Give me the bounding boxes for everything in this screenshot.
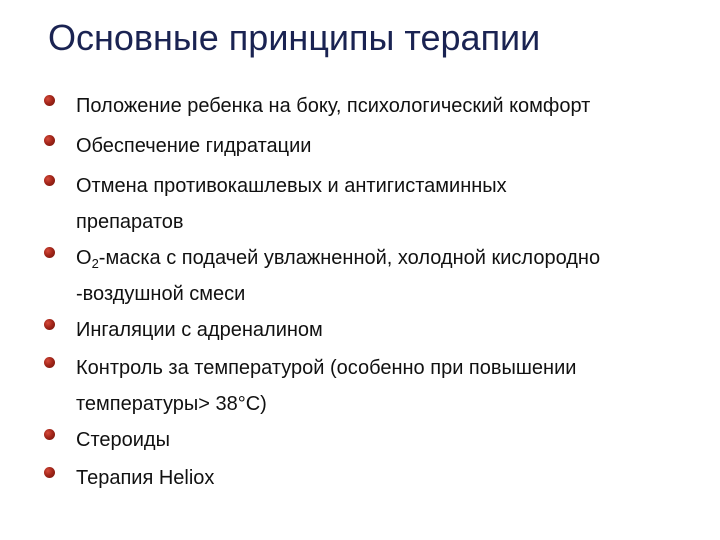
bullet-text-line: препаратов: [76, 211, 184, 233]
bullet-text-line: Отмена противокашлевых и антигистаминных: [76, 175, 507, 197]
bullet-text-rest: -маска с подачей увлажненной, холодной кислородно: [98, 247, 601, 269]
red-sphere-bullet-icon: [44, 135, 55, 146]
red-sphere-bullet-icon: [44, 357, 55, 368]
red-sphere-bullet-icon: [44, 95, 55, 106]
oxygen-subscript: 2: [91, 256, 99, 271]
bullet-text: [76, 168, 704, 240]
red-sphere-bullet-icon: [44, 175, 55, 186]
bullet-item: [44, 88, 704, 124]
bullet-item: [44, 460, 704, 496]
bullet-text-line: температуры> 38°С): [76, 393, 267, 415]
bullet-text: [76, 350, 704, 422]
bullet-item: [44, 128, 704, 164]
bullet-text: Положение ребенка на боку, психологический комфорт: [76, 95, 591, 117]
bullet-text: Ингаляции с адреналином: [76, 319, 323, 341]
red-sphere-bullet-icon: [44, 467, 55, 478]
oxygen-symbol: O: [76, 247, 92, 269]
red-sphere-bullet-icon: [44, 247, 55, 258]
red-sphere-bullet-icon: [44, 429, 55, 440]
bullet-text-line: -воздушной смеси: [76, 283, 246, 305]
red-sphere-bullet-icon: [44, 319, 55, 330]
bullet-text-line: Контроль за температурой (особенно при повышении: [76, 357, 577, 379]
bullet-item: [44, 168, 704, 240]
bullet-item: [44, 312, 704, 348]
slide-title: Основные принципы терапии: [48, 17, 541, 58]
bullet-item: [44, 422, 704, 458]
bullet-item: [44, 350, 704, 422]
bullet-text: Обеспечение гидратации: [76, 135, 312, 157]
bullet-text-line: [76, 240, 704, 276]
bullet-item: [44, 240, 704, 312]
bullet-text: Стероиды: [76, 429, 170, 451]
bullet-text: Терапия Heliox: [76, 467, 215, 489]
bullet-text: [76, 240, 704, 312]
